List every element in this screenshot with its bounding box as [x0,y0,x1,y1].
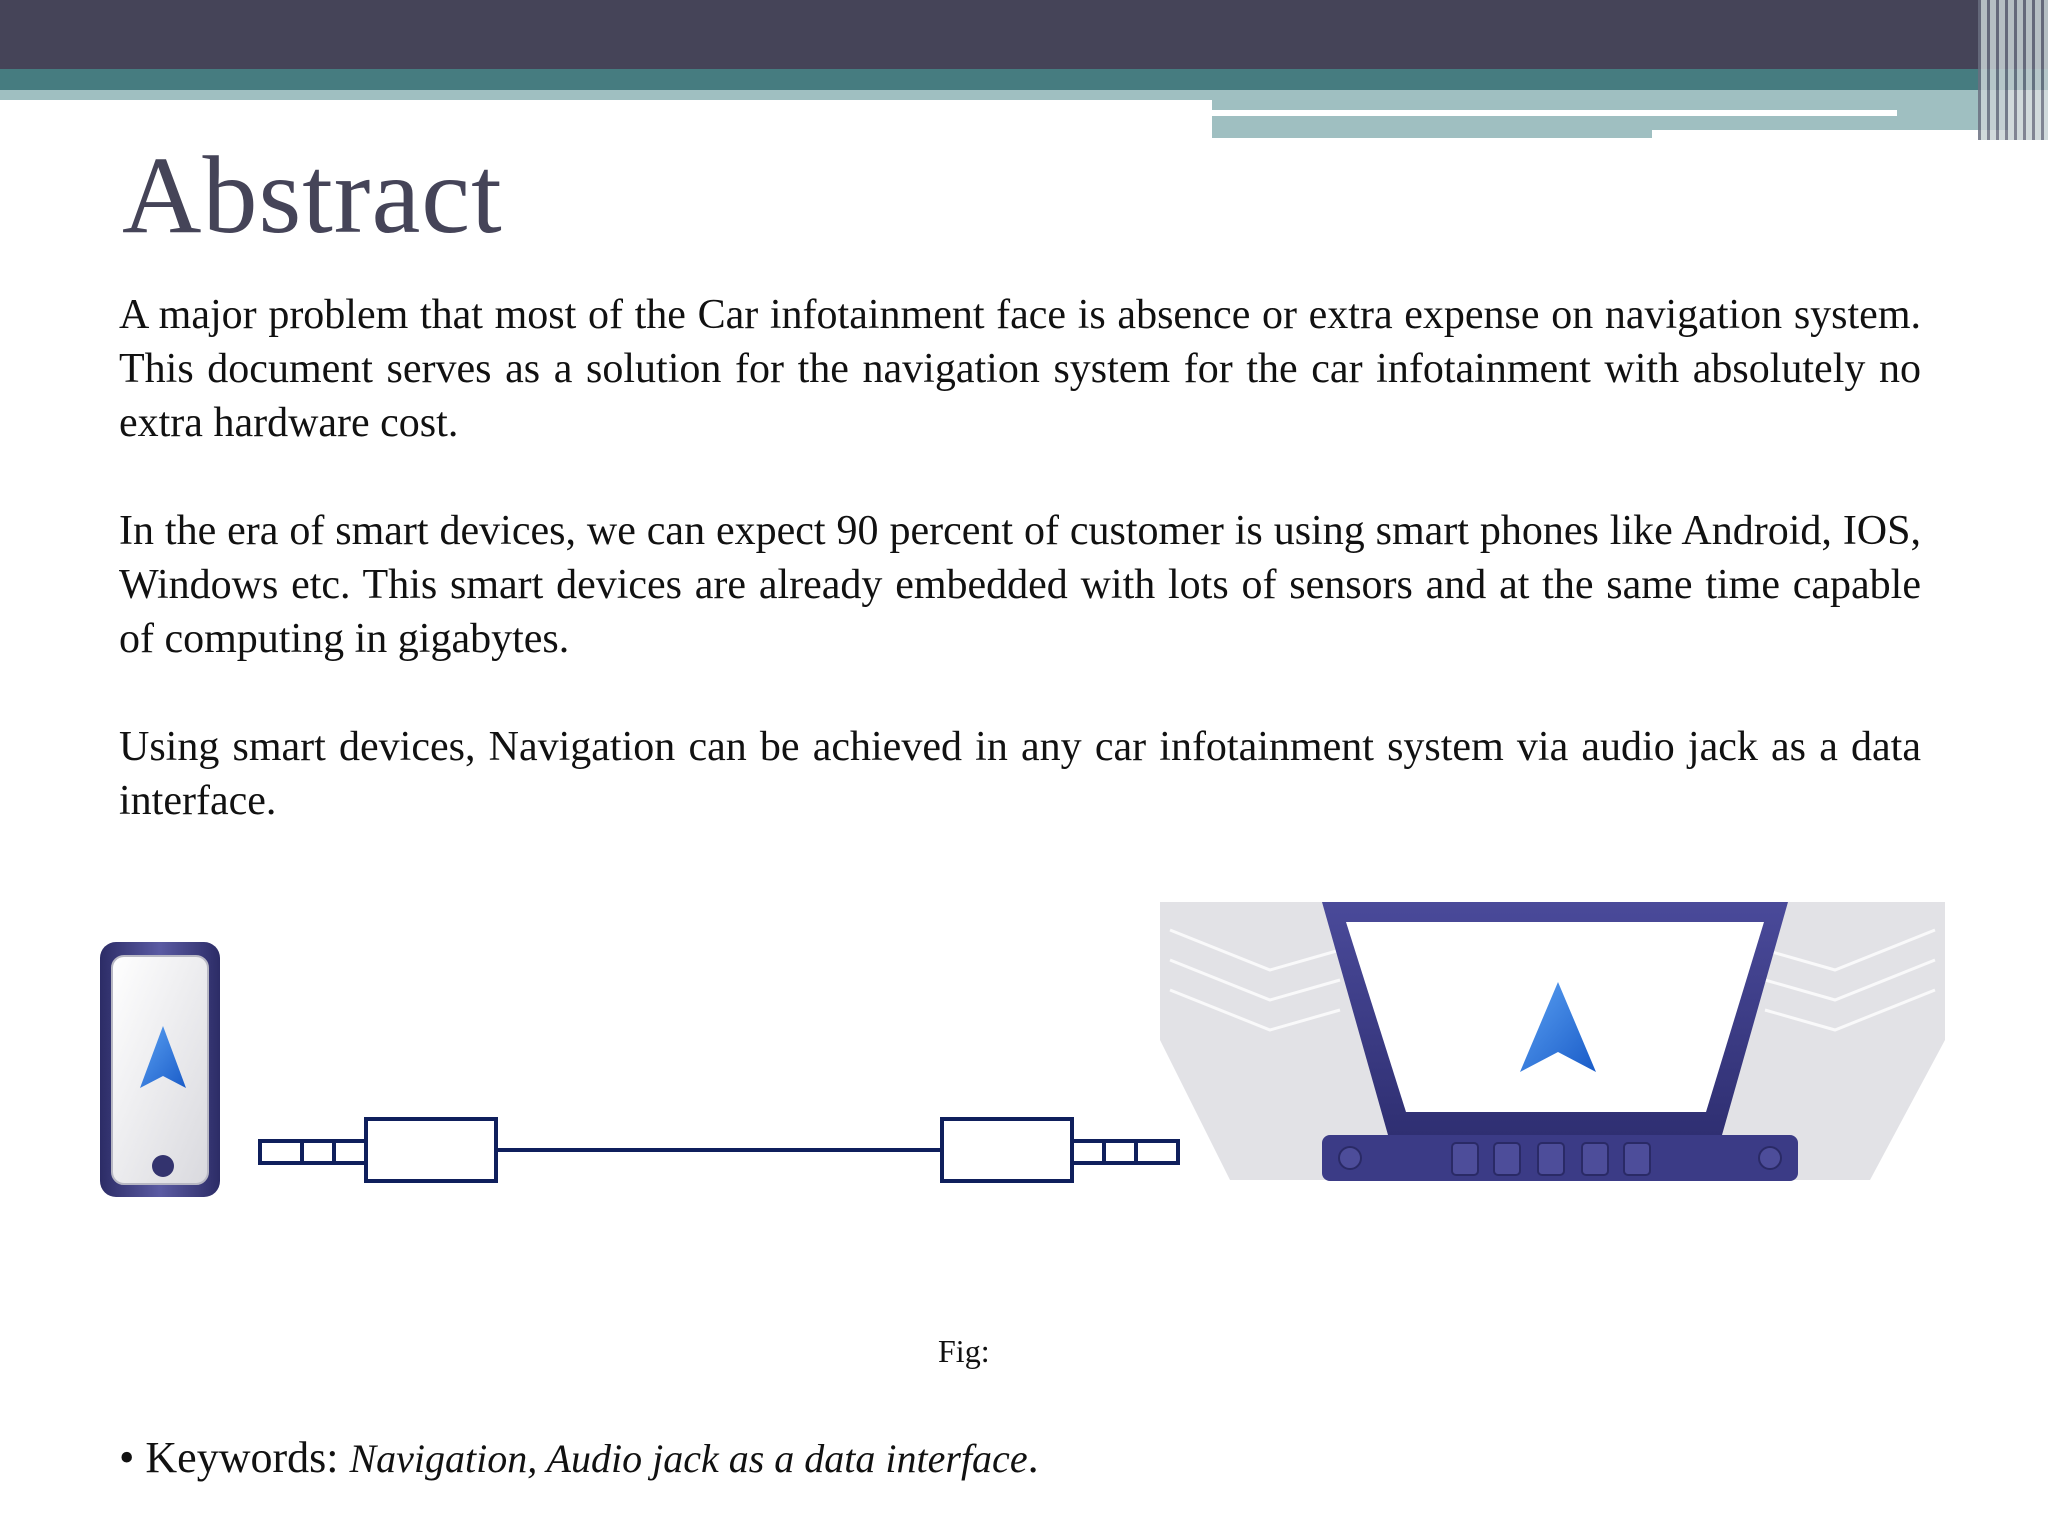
header-edge-lines [1978,0,2048,140]
audio-cable-icon [260,1119,1178,1181]
keywords-value: Navigation, Audio jack as a data interface [349,1436,1028,1481]
paragraph-1: A major problem that most of the Car infotainment face is absence or extra expense on navigation system. This document serves as a solution for the navigation system for the car infotainment with absolutely no extra hardware cost. [119,292,1921,446]
keywords-line [119,1432,1039,1483]
header-dark-band [0,0,2048,69]
header-light-band-left [0,90,1212,100]
abstract-body [119,288,1921,882]
header-teal-band [0,69,2048,90]
paragraph-3: Using smart devices, Navigation can be achieved in any car infotainment system via audio jack as a data interface. [119,724,1921,824]
keywords-label: Keywords: [145,1433,339,1482]
car-infotainment-icon [1160,902,1945,1181]
paragraph-2: In the era of smart devices, we can expect 90 percent of customer is using smart phones like Android, IOS, Windows etc. This smart devices are already embedded with lots of sensors and at the same time capable of computing in gigabytes. [119,508,1921,662]
bullet: • [119,1433,135,1482]
figure-caption: Fig: [938,1333,990,1369]
header-white-stripe [1212,110,1897,116]
figure-diagram [90,890,1970,1230]
keywords-period: . [1027,1433,1039,1482]
slide-title: Abstract [122,134,503,256]
smartphone-icon [100,942,220,1197]
header-white-stripe-lower [1652,130,2008,138]
